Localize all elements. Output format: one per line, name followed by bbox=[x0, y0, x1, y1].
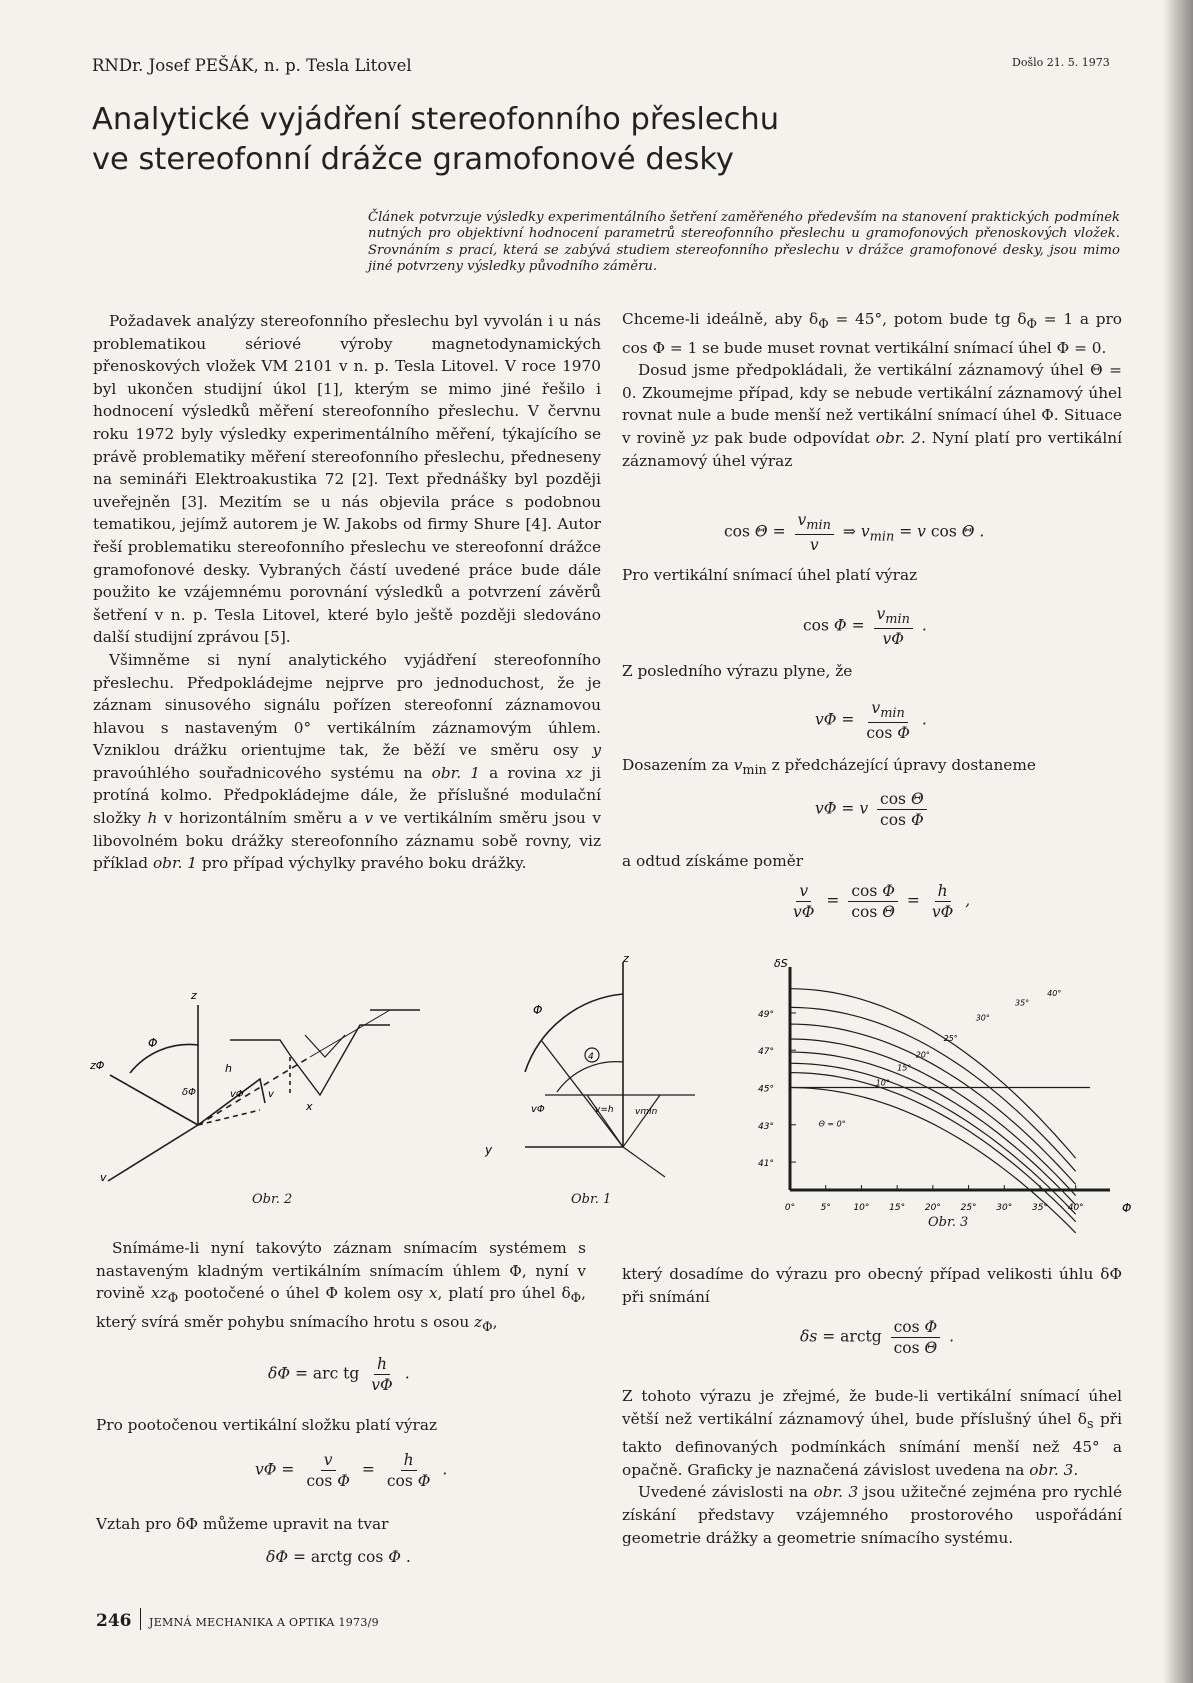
x-tick-label: 20° bbox=[924, 1203, 941, 1213]
chart-series-group bbox=[790, 989, 1090, 1233]
text-line: Pro vertikální snímací úhel platí výraz bbox=[622, 566, 918, 584]
text-line: Pro pootočenou vertikální složku platí výraz bbox=[96, 1416, 438, 1434]
series-line bbox=[790, 1073, 1076, 1222]
y-axis-label: δS bbox=[774, 957, 788, 970]
x-tick-label: 25° bbox=[960, 1203, 977, 1213]
label-v-mid: v bbox=[268, 1089, 274, 1100]
figure-1-caption: Obr. 1 bbox=[571, 1192, 612, 1207]
body-column-left-top bbox=[93, 310, 601, 875]
label-z: z bbox=[623, 952, 629, 965]
y-tick-label: 41° bbox=[758, 1159, 774, 1170]
series-label: 15° bbox=[897, 1063, 912, 1073]
equation-delta-arctg: δΦ = arctg cos Φ . bbox=[266, 1548, 411, 1566]
label-vphi: vΦ bbox=[531, 1104, 545, 1115]
x-tick-label: 5° bbox=[820, 1203, 831, 1213]
ext-line bbox=[623, 1147, 665, 1177]
series-label: Θ = 0° bbox=[818, 1119, 846, 1129]
figure-2-diagram bbox=[90, 985, 500, 1200]
equation-cos-theta: cos Θ = $\frac{v_{min}}{v}$ ⇒ $v_{min} = v$ cos Θ . bbox=[724, 511, 985, 555]
label-y: y bbox=[485, 1143, 493, 1157]
phi-arc bbox=[130, 1044, 198, 1073]
text-line: Dosazením za $v_{min}$ z předcházející úpravy dostaneme bbox=[622, 756, 1036, 779]
body-column-left-bottom bbox=[96, 1237, 586, 1339]
series-label: 35° bbox=[1015, 998, 1030, 1008]
paragraph: Snímáme-li nyní takovýto záznam snímacím systémem s nastaveným kladným vertikálním snímacím úhlem Φ, nyní v rovině $xz_\Phi$ pootočené o úhel Φ kolem osy x, platí pro úhel $\delta_\Phi$, který svírá směr pohybu snímacího hrotu s osou $z_\Phi$, bbox=[96, 1239, 586, 1335]
series-label: 25° bbox=[943, 1033, 958, 1043]
received-date: Došlo 21. 5. 1973 bbox=[1012, 56, 1110, 69]
x-tick-label: 10° bbox=[853, 1203, 870, 1213]
velocity-vectors bbox=[198, 1079, 265, 1125]
paragraph: Z tohoto výrazu je zřejmé, že bude-li vertikální snímací úhel větší než vertikální záznamový úhel, bude příslušný úhel $\delta_s$ při takto definovaných podmínkách snímání menší než 45° a opačně. Graficky je naznačená závislost uvedena na obr. 3. bbox=[622, 1387, 1122, 1479]
label-x: x bbox=[306, 1100, 313, 1113]
axis-zphi bbox=[110, 1075, 198, 1125]
journal-name: JEMNÁ MECHANIKA A OPTIKA 1973/9 bbox=[149, 1616, 379, 1629]
label-circle4: 4 bbox=[588, 1052, 594, 1062]
series-label: 20° bbox=[915, 1050, 930, 1060]
label-phi: Φ bbox=[148, 1036, 158, 1050]
groove-axis-ext bbox=[310, 1010, 390, 1057]
x-axis-label: Φ bbox=[1122, 1201, 1132, 1215]
equation-ratio: $\frac{v}{v\Phi}$ = $\frac{\text{cos Φ}}{\text{cos Θ}}$ = $\frac{h}{v\Phi}$ , bbox=[793, 882, 971, 921]
text-line: Z posledního výrazu plyne, že bbox=[622, 662, 853, 680]
paragraph: Uvedené závislosti na obr. 3 jsou užitečné zejména pro rychlé získání představy vzájemného prostorového uspořádání geometrie drážky a geometrie snímacího systému. bbox=[622, 1483, 1123, 1547]
axis-v bbox=[108, 1125, 198, 1181]
vh-line bbox=[587, 1095, 623, 1147]
label-vmin: vmin bbox=[635, 1107, 658, 1117]
series-line bbox=[790, 1007, 1076, 1171]
equation-vphi-rotated: vΦ = $\frac{v}{\text{cos Φ}}$ = $\frac{h}{\text{cos Φ}}$ . bbox=[255, 1451, 448, 1490]
x-tick-label: 35° bbox=[1032, 1203, 1048, 1213]
text-line: který dosadíme do výrazu pro obecný případ velikosti úhlu δΦ při snímání bbox=[622, 1265, 1122, 1306]
groove-profile bbox=[230, 1025, 390, 1095]
author-line: RNDr. Josef PEŠÁK, n. p. Tesla Litovel bbox=[92, 56, 412, 75]
figure-3-caption: Obr. 3 bbox=[928, 1215, 969, 1230]
chart-tick-labels bbox=[758, 957, 1131, 1215]
text-line: a odtud získáme poměr bbox=[622, 852, 804, 870]
label-zphi: zΦ bbox=[90, 1059, 105, 1072]
abstract: Článek potvrzuje výsledky experimentálního šetření zaměřeného především na stanovení praktických podmínek nutných pro objektivní hodnocení parametrů stereofonního přeslechu u gramofonových přenoskových vložek. Srovnáním s prací, která se zabývá studiem stereofonního přeslechu v drážce gramofonové desky, jsou mimo jiné potvrzeny výsledky původního záměru. bbox=[368, 210, 1120, 274]
page-edge-shadow bbox=[1163, 0, 1193, 1683]
article-title bbox=[92, 100, 932, 180]
page-footer bbox=[96, 1608, 379, 1631]
equation-vphi-theta: vΦ = v $\frac{\text{cos Θ}}{\text{cos Φ}}$ bbox=[815, 790, 931, 829]
equation-delta-s: δs = arctg $\frac{\text{cos Φ}}{\text{cos Θ}}$ . bbox=[800, 1318, 955, 1357]
figure-3-chart bbox=[758, 955, 1132, 1225]
vmin-line bbox=[623, 1095, 660, 1147]
equation-vphi: vΦ = $\frac{v_{min}}{\text{cos Φ}}$ . bbox=[815, 699, 927, 743]
series-label: 30° bbox=[975, 1013, 990, 1023]
stylus bbox=[305, 1035, 345, 1057]
series-line bbox=[790, 989, 1076, 1159]
page-number: 246 bbox=[96, 1611, 132, 1631]
vphi-line bbox=[541, 1040, 623, 1147]
body-column-right-top bbox=[622, 308, 1122, 472]
body-column-right-bottom bbox=[622, 1385, 1122, 1549]
x-tick-label: 30° bbox=[996, 1203, 1013, 1213]
x-tick-label: 15° bbox=[889, 1203, 906, 1213]
label-phi: Φ bbox=[533, 1003, 543, 1017]
label-vphi: vΦ bbox=[230, 1089, 244, 1100]
y-tick-label: 47° bbox=[758, 1047, 774, 1058]
label-z: z bbox=[191, 989, 197, 1002]
y-tick-label: 49° bbox=[758, 1009, 774, 1020]
paragraph: Požadavek analýzy stereofonního přeslechu byl vyvolán i u nás problematikou sériové výroby magnetodynamických přenoskových vložek VM 2101 v n. p. Tesla Litovel. V roce 1970 byl ukončen studijní úkol [1], kterým se mimo jiné řešilo i hodnocení výsledků měření stereofonního přeslechu. V červnu roku 1972 byly výsledky experimentálního měření, týkajícího se právě problematiky měření stereofonního přeslechu, předneseny na semináři Elektroakustika 72 [2]. Text přednášky byl později uveřejněn [3]. Mezitím se u nás objevila práce s podobnou tematikou, jejímž autorem je W. Jakobs od firmy Shure [4]. Autor řeší problematiku stereofonního přeslechu ve stereofonní drážce gramofonové desky. Vybraných částí uvedené práce bude dále použito ke vzájemnému porovnání výsledků a potvrzení závěrů šetření v n. p. Tesla Litovel, které bylo ještě později sledováno další studijní zprávou [5]. bbox=[93, 312, 601, 647]
title-line-2: ve stereofonní drážce gramofonové desky bbox=[92, 142, 734, 177]
x-tick-label: 40° bbox=[1067, 1203, 1084, 1213]
series-line bbox=[790, 1063, 1076, 1214]
label-vh: v=h bbox=[595, 1105, 614, 1115]
label-delta: δΦ bbox=[182, 1087, 196, 1098]
x-tick-label: 0° bbox=[784, 1203, 796, 1213]
figure-1-diagram bbox=[485, 952, 715, 1192]
label-v: v bbox=[100, 1171, 107, 1184]
label-h: h bbox=[225, 1062, 232, 1075]
paragraph: Všimněme si nyní analytického vyjádření stereofonního přeslechu. Předpokládejme nejprve pro jednoduchost, že je záznam sinusového signálu pořízen stereofonní záznamovou hlavou s nastaveným 0° vertikálním záznamovým úhlem. Vzniklou drážku orientujme tak, že běží ve směru osy y pravoúhlého souřadnicového systému na obr. 1 a rovina xz ji protíná kolmo. Předpokládejme dále, že příslušné modulační složky h v horizontálním směru a v ve vertikálním směru jsou v libovolném boku drážky stereofonního záznamu sobě rovny, viz příklad obr. 1 pro případ výchylky pravého boku drážky. bbox=[93, 650, 602, 873]
series-label: 10° bbox=[875, 1078, 890, 1088]
y-tick-label: 45° bbox=[758, 1084, 774, 1095]
text-line: Vztah pro δΦ můžeme upravit na tvar bbox=[96, 1515, 389, 1533]
y-tick-label: 43° bbox=[758, 1121, 774, 1132]
equation-cos-phi: cos Φ = $\frac{v_{min}}{v\Phi}$ . bbox=[803, 605, 927, 649]
angle-arc bbox=[557, 1062, 623, 1092]
paragraph: Dosud jsme předpokládali, že vertikální záznamový úhel Θ = 0. Zkoumejme případ, kdy se nebude vertikální záznamový úhel rovnat nule a bude menší než vertikální snímací úhel Φ. Situace v rovině yz pak bude odpovídat obr. 2. Nyní platí pro vertikální záznamový úhel výraz bbox=[622, 361, 1123, 470]
series-label: 40° bbox=[1047, 989, 1062, 999]
equation-delta-phi: δΦ = arc tg $\frac{h}{v\Phi}$ . bbox=[268, 1355, 410, 1394]
figure-2-caption: Obr. 2 bbox=[252, 1192, 293, 1207]
groove-axis bbox=[198, 1057, 310, 1125]
title-line-1: Analytické vyjádření stereofonního přeslechu bbox=[92, 102, 780, 137]
paragraph: Chceme-li ideálně, aby $\delta_\Phi = 45^\circ$, potom bude tg $\delta_\Phi = 1$ a pro cos Φ = 1 se bude muset rovnat vertikální snímací úhel Φ = 0. bbox=[622, 310, 1123, 357]
